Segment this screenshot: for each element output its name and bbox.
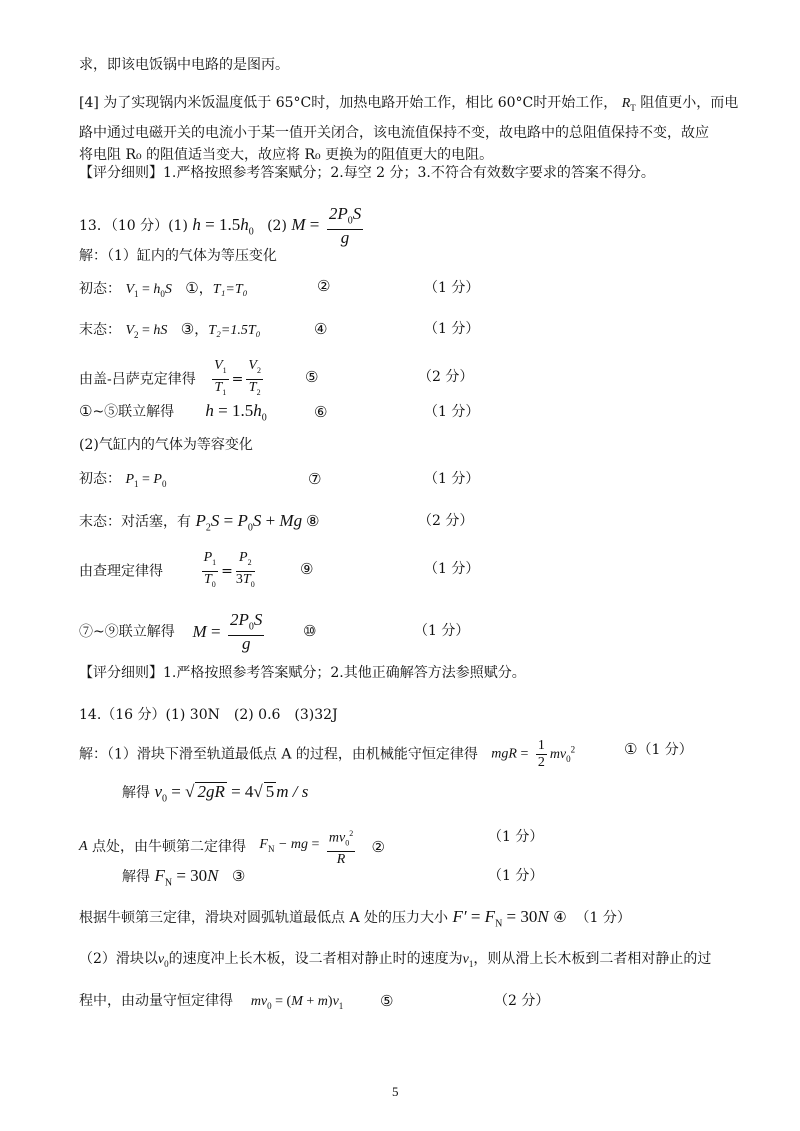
circle-number: ⑩ — [303, 622, 317, 640]
q14-part2-line1 — [79, 950, 711, 973]
point-a-label: A — [79, 839, 88, 855]
combine-row-2 — [79, 612, 267, 652]
circle-number: ⑤ — [380, 992, 394, 1010]
page-number: 5 — [392, 1084, 399, 1099]
fraction-mv0-r: $\frac{mv_0^2}{R}$ — [327, 826, 355, 868]
fraction-v1-t1: $\frac{V_1}{T_1}$ — [214, 358, 227, 397]
formula-rt: $R_T$ — [621, 96, 636, 113]
formula-piston: $P_2S = P_0S + Mg$ — [195, 511, 303, 534]
score-label: （1 分） — [424, 561, 480, 577]
init-state-row: 初态： $V_1 = h_0S$ ①，T₁=T₀ — [79, 279, 248, 299]
charles-row: 由查理定律得 $\frac{P_1}{T_0}$ = $\frac{P_2}{3T_0}$ — [79, 550, 258, 593]
init-state-row-2 — [79, 470, 166, 493]
final-label: 末态： — [79, 322, 121, 338]
circle-number: ③ — [231, 867, 246, 885]
charles-label: 由查理定律得 — [79, 563, 163, 580]
text-segment: ，则从滑上长木板到二者相对静止的过 — [473, 951, 712, 967]
fraction-m: $\frac{2P_0S}{g}$ — [328, 204, 362, 248]
solve-fn-row — [122, 867, 245, 892]
final-state-row: 末态： $V_2$ = hS ③，T₂=1.5T₀ — [79, 320, 261, 340]
formula-t2: T₂=1.5T₀ — [208, 323, 261, 338]
gay-lussac-row: 由盖-吕萨克定律得 $\frac{V_1}{T_1}$ = $\frac{V_2}{T_2}$ — [79, 358, 266, 401]
fraction-p2-3t0: $\frac{P_2}{3T_0}$ — [235, 550, 255, 589]
newton2-label: 点处，由牛顿第二定律得 — [92, 839, 247, 856]
formula-energy: mgR = — [491, 746, 529, 762]
formula-v0-inline: $v_0$ — [157, 952, 169, 969]
formula-fn: $F_N = 30N$ — [154, 866, 219, 889]
q14-solution-1: 解：（1）滑块下滑至轨道最低点 A 的过程，由机械能守恒定律得 mgR = $\frac{1}{2}$ $mv_0^2$ — [79, 738, 576, 770]
circle-number: ④ — [314, 320, 328, 338]
combine-row — [79, 402, 267, 427]
score-label: （1 分） — [424, 280, 480, 296]
paragraph-4-line-2: 路中通过电磁开关的电流小于某一值开关闭合，该电流值保持不变，故电路中的总阻值保持不变，故应 — [79, 125, 709, 141]
score-label: （1 分） — [414, 623, 470, 639]
score-label: （1 分） — [424, 404, 480, 420]
q14-text: 解：（1）滑块下滑至轨道最低点 A 的过程，由机械能守恒定律得 — [79, 746, 478, 763]
q14-part2-line2 — [79, 992, 343, 1015]
formula-v1: $V_1 = h_0S$ — [125, 282, 172, 299]
fraction-m-result: $\frac{2P_0S}{g}$ — [230, 610, 263, 654]
score-label: （1 分） — [424, 471, 480, 487]
final-piston-label: 末态：对活塞，有 — [79, 514, 191, 530]
formula-momentum: $mv_0 = (M + m)v_1$ — [250, 994, 344, 1011]
q14-heading: 14.（16 分）(1) 30N (2) 0.6 (3)32J — [79, 707, 338, 723]
formula-m: M = — [291, 215, 320, 235]
circle-number: ① — [624, 740, 638, 758]
score-label: （1 分） — [488, 868, 544, 884]
formula-fprime: $F' = F_N = 30N$ — [452, 907, 549, 930]
q13-label: 13．（10 分）(1) — [79, 218, 188, 235]
circle-number: ⑨ — [300, 560, 314, 578]
q13-solution: 解：（1）缸内的气体为等压变化 — [79, 248, 277, 264]
formula-h: $h = 1.5h_0$ — [192, 215, 254, 238]
formula-v0: $v_0$ = √ 2gR = 4√ 5 m / s — [154, 782, 309, 805]
circle-number: ① — [185, 279, 199, 297]
q13-part2-label: (2) — [267, 218, 287, 235]
formula-v1-inline: $v_1$ — [462, 952, 474, 969]
circle-number: ② — [371, 838, 385, 857]
score-label: （2 分） — [418, 513, 474, 529]
circle-number: ⑧ — [306, 512, 320, 530]
text-segment: [4] 为了实现锅内米饭温度低于 65°C时，加热电路开始工作，相比 60°C时开始工作， — [79, 95, 618, 111]
formula-v2: $V_2$ = hS — [125, 323, 168, 340]
newton3-label: 根据牛顿第三定律，滑块对圆弧轨道最低点 A 处的压力大小 — [79, 910, 449, 926]
text-segment: （2）滑块以 — [79, 951, 158, 967]
text-segment: 的速度冲上长木板，设二者相对静止时的速度为 — [168, 951, 463, 967]
q14-newton3-row — [79, 908, 631, 933]
circle-number: ① — [79, 402, 93, 420]
formula-p1: $P_1 = P_0$ — [125, 472, 167, 489]
q14-newton2-row — [79, 826, 385, 868]
paragraph-4-line-1 — [79, 94, 738, 117]
fraction-p1-t0: $\frac{P_1}{T_0}$ — [203, 550, 217, 589]
text-line: 求，即该电饭锅中电路的是图丙。 — [79, 57, 289, 73]
score-label: （1 分） — [637, 742, 693, 758]
init-label: 初态： — [79, 281, 121, 297]
score-label: （2 分） — [494, 993, 550, 1009]
fraction-v2-t2: $\frac{V_2}{T_2}$ — [248, 358, 261, 397]
paragraph-4-line-3: 将电阻 R₀ 的阻值适当变大，故应将 R₀ 更换为的阻值更大的电阻。 — [79, 147, 494, 163]
circle-number: ⑥ — [314, 403, 328, 421]
score-label: （1 分） — [488, 829, 544, 845]
formula-h-result: $h = 1.5h_0$ — [205, 401, 267, 424]
text-segment: 阻值更小，而电 — [640, 95, 739, 111]
scoring-rule: 【评分细则】1.严格按照参考答案赋分；2.每空 2 分；3.不符合有效数字要求的答案不得分。 — [79, 165, 655, 181]
q14-step-1 — [624, 740, 693, 759]
text-segment: 程中，由动量守恒定律得 — [79, 993, 233, 1009]
score-label: （1 分） — [424, 321, 480, 337]
circle-number: ② — [317, 277, 331, 295]
combine-label: ⑦~⑨联立解得 — [79, 624, 175, 641]
circle-number: ④ — [553, 908, 567, 926]
part2-solution: (2)气缸内的气体为等容变化 — [79, 437, 253, 453]
init-label: 初态： — [79, 471, 121, 487]
final-state-row-2 — [79, 512, 302, 537]
score-label: （2 分） — [418, 369, 474, 385]
scoring-rule-2: 【评分细则】1.严格按照参考答案赋分；2.其他正确解答方法参照赋分。 — [79, 665, 526, 681]
q13-heading — [79, 206, 366, 246]
circle-number: ⑤ — [305, 368, 319, 386]
formula-m-result: M = — [192, 622, 221, 642]
circle-number: ⑦ — [308, 470, 322, 488]
solve-label: 解得 — [122, 869, 150, 885]
combine-label: ~⑤联立解得 — [92, 404, 175, 420]
solve-v0-row — [122, 782, 308, 808]
score-label: （1 分） — [575, 910, 631, 926]
fraction-half: $\frac{1}{2}$ — [537, 738, 545, 770]
formula-newton2: $F_N$ − mg = — [259, 837, 320, 855]
gay-lussac-label: 由盖-吕萨克定律得 — [79, 371, 196, 388]
formula-t1: T₁=T₀ — [212, 282, 248, 297]
solve-label: 解得 — [122, 785, 150, 801]
circle-number: ③ — [180, 320, 195, 338]
